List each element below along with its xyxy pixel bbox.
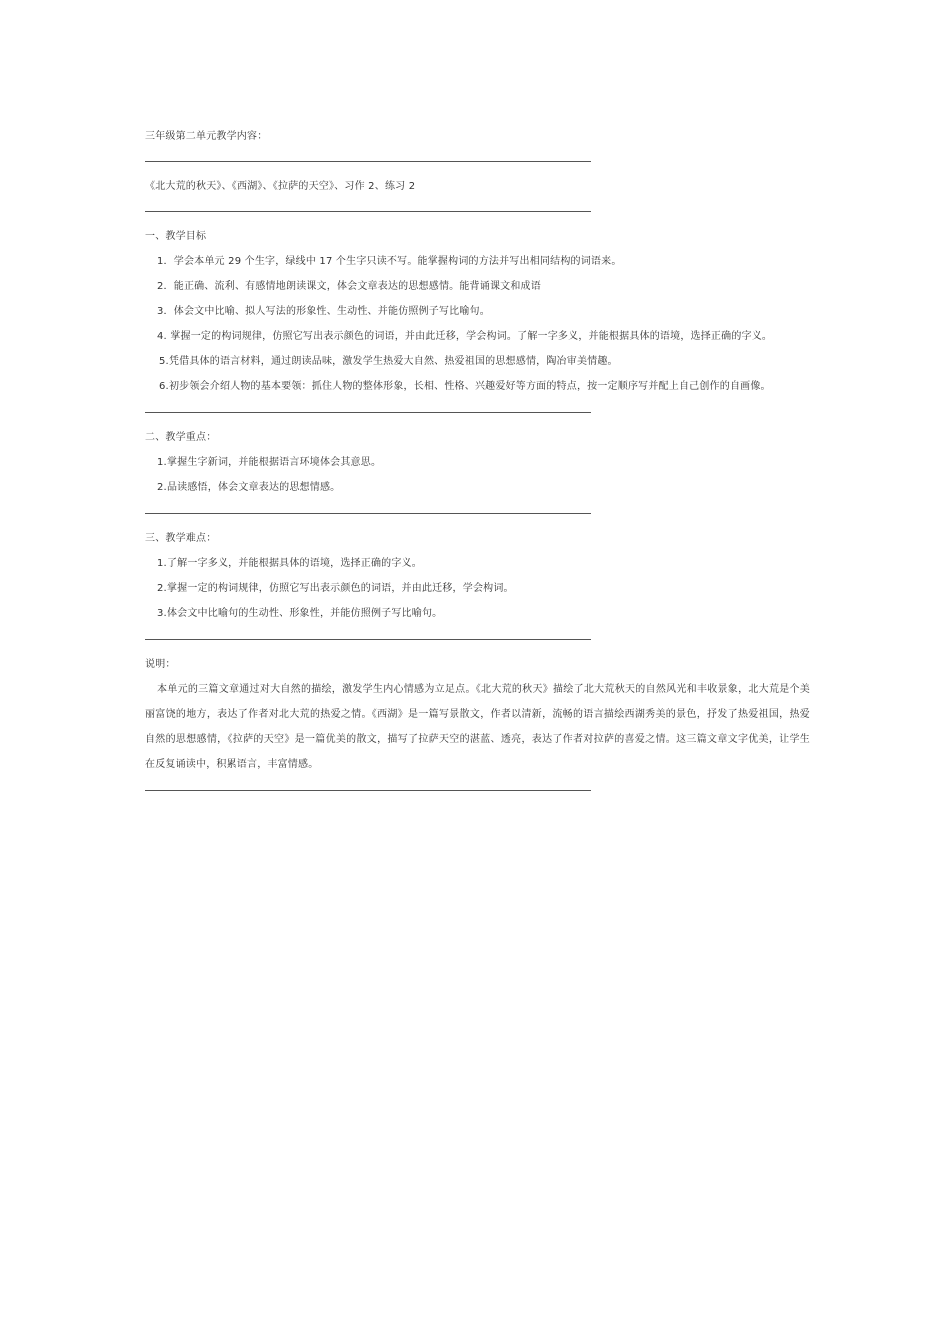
objective-item: 6.初步领会介绍人物的基本要领：抓住人物的整体形象，长相、性格、兴趣爱好等方面的特点，按一定顺序写并配上自己创作的自画像。	[159, 381, 771, 392]
difficulty-item: 3.体会文中比喻句的生动性、形象性，并能仿照例子写比喻句。	[157, 608, 443, 619]
keypoint-item: 1.掌握生字新词，并能根据语言环境体会其意思。	[157, 457, 382, 468]
notes-paragraph: 本单元的三篇文章通过对大自然的描绘，激发学生内心情感为立足点。《北大荒的秋天》描绘了北大荒秋天的自然风光和丰收景象，北大荒是个美丽富饶的地方，表达了作者对北大荒的热爱之情。《西湖》是一篇写景散文，作者以清新，流畅的语言描绘西湖秀美的景色，抒发了热爱祖国，热爱自然的思想感情，《拉萨的天空》是一篇优美的散文，描写了拉萨天空的湛蓝、透亮，表达了作者对拉萨的喜爱之情。这三篇文章文字优美，让学生在反复诵读中，积累语言，丰富情感。	[145, 684, 810, 770]
lesson-texts: 《北大荒的秋天》、《西湖》、《拉萨的天空》、习作 2、练习 2	[145, 181, 416, 192]
objective-item: 5.凭借具体的语言材料，通过朗读品味，激发学生热爱大自然、热爱祖国的思想感情，陶冶审美情趣。	[159, 356, 618, 367]
objective-item: 3．体会文中比喻、拟人写法的形象性、生动性、并能仿照例子写比喻句。	[157, 306, 490, 317]
difficulty-item: 1.了解一字多义，并能根据具体的语境，选择正确的字义。	[157, 558, 422, 569]
objective-item: 2．能正确、流利、有感情地朗读课文，体会文章表达的思想感情。能背诵课文和成语	[157, 281, 541, 292]
objective-item: 4. 掌握一定的构词规律，仿照它写出表示颜色的词语，并由此迁移，学会构词。了解一字多义，并能根据具体的语境，选择正确的字义。	[157, 331, 773, 342]
document-page	[145, 124, 865, 791]
keypoints-heading: 二、教学重点：	[145, 432, 217, 443]
divider	[145, 790, 591, 791]
document-title: 三年级第二单元教学内容：	[145, 131, 268, 142]
difficulty-item: 2.掌握一定的构词规律，仿照它写出表示颜色的词语，并由此迁移，学会构词。	[157, 583, 514, 594]
objective-item: 1．学会本单元 29 个生字，绿线中 17 个生字只读不写。能掌握构词的方法并写出相同结构的词语来。	[157, 256, 622, 267]
difficulties-heading: 三、教学难点：	[145, 533, 217, 544]
objectives-heading: 一、教学目标	[145, 231, 207, 242]
keypoint-item: 2.品读感悟，体会文章表达的思想情感。	[157, 482, 341, 493]
notes-heading: 说明：	[145, 659, 176, 670]
